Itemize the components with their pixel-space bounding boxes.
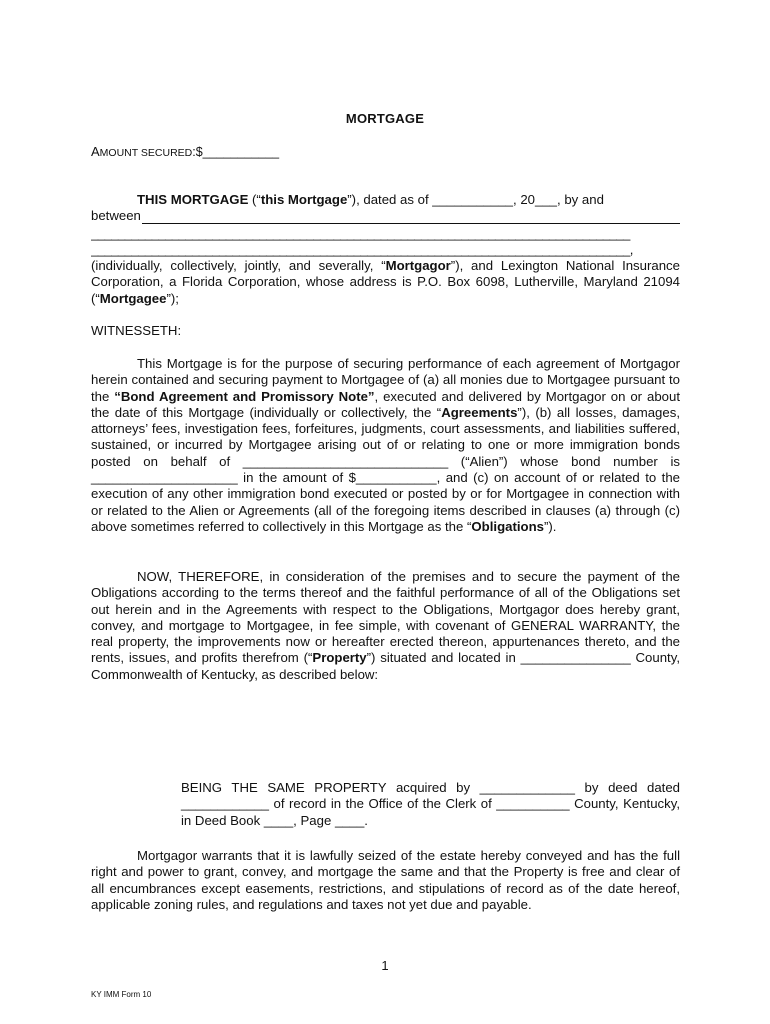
purpose-paragraph: [91, 356, 680, 535]
this-mortgage-term: this Mortgage: [260, 192, 348, 207]
between-label: between: [91, 208, 141, 223]
intro-text-5: ”);: [166, 290, 179, 306]
mortgagor-term: Mortgagor: [385, 258, 451, 273]
bond-agreement-term: “Bond Agreement and Promissory Note”: [114, 388, 375, 404]
mortgagee-term: Mortgagee: [99, 290, 167, 306]
party-blank-line-1: ________________________________________________________________________________: [91, 226, 630, 241]
intro-text-4: ”), and Lexington National Insurance Corporation, a Florida Corporation, whose address is P.O. Box 6098, Lutherville, Maryland 21094 (“: [91, 258, 680, 306]
between-rule: [142, 210, 680, 224]
purpose-text-3: ”), (b) all losses, damages, attorneys’ fees, investigation fees, forfeitures, judgments, court assessments, and liabilities suffered, sustained, or incurred by Mortgagee arising out of or relating to one or more immigration bonds posted on behalf of ____________________________ (“Alien”) whose bond number is ____________________ in the amount of $___________, and (c) on account of or related to the execution of any other immigration bond executed or posted by or for Mortgagee in connection with or related to the Alien or Agreements (all of the foregoing items described in clauses (a) through (c) above sometimes referred to collectively in this Mortgage as the “: [91, 404, 680, 534]
therefore-text-1: NOW, THEREFORE, in consideration of the premises and to secure the payment of the Obligations according to the terms thereof and the faithful performance of all of the Obligations set out herein and in the Agreements with respect to the Obligations, Mortgagor does hereby grant, convey, and mortgage to Mortgagee, in fee simple, with covenant of GENERAL WARRANTY, the real property, the improvements now or hereafter erected thereon, appurtenances thereto, and the rents, issues, and profits therefrom (“: [91, 569, 680, 666]
intro-first-line: [91, 192, 680, 208]
page-number: 1: [381, 958, 389, 973]
warranty-paragraph: Mortgagor warrants that it is lawfully seized of the estate hereby conveyed and has the full right and power to grant, convey, and mortgage the same and that the Property is free and clear of all encumbrances except easements, restrictions, and stipulations of record as of the date hereof, applicable zoning rules, and regulations and taxes not yet due and payable.: [91, 848, 680, 912]
document-title: MORTGAGE: [345, 111, 425, 126]
purpose-text-1: This Mortgage is for the purpose of securing performance of each agreement of Mortgagor herein contained and securing payment to Mortgagee of (a) all monies due to Mortgagee pursuant to the: [91, 356, 680, 404]
purpose-text-4: ”).: [543, 518, 557, 534]
therefore-text-2: ”) situated and located in _______________ County, Commonwealth of Kentucky, as described below:: [91, 650, 680, 682]
now-therefore-paragraph: [91, 569, 680, 683]
amount-secured-line: [91, 144, 279, 159]
intro-parties-paragraph: [91, 258, 680, 307]
purpose-text-2: , executed and delivered by Mortgagor on or about the date of this Mortgage (individually or collectively, the “: [91, 388, 680, 420]
witnesseth-heading: WITNESSETH:: [91, 323, 182, 338]
being-same-property-paragraph: BEING THE SAME PROPERTY acquired by _____________ by deed dated ____________ of record in the Office of the Clerk of __________ County, Kentucky, in Deed Book ____, Page ____.: [181, 780, 680, 828]
amount-secured-blank: :$___________: [192, 145, 280, 159]
amount-secured-initial: A: [91, 144, 100, 159]
intro-lead: THIS MORTGAGE: [137, 192, 249, 207]
amount-secured-label: MOUNT SECURED: [99, 147, 193, 159]
intro-text-1: (“: [248, 192, 261, 207]
intro-text-3: (individually, collectively, jointly, and severally, “: [91, 258, 386, 273]
intro-text-2: ”), dated as of ___________, 20___, by and: [347, 192, 604, 207]
property-term: Property: [312, 650, 367, 666]
between-line: [91, 208, 680, 224]
obligations-term: Obligations: [471, 518, 544, 534]
agreements-term: Agreements: [441, 404, 518, 420]
party-blank-line-2: ________________________________________________________________________________,: [91, 242, 633, 257]
form-footer: KY IMM Form 10: [91, 990, 152, 999]
